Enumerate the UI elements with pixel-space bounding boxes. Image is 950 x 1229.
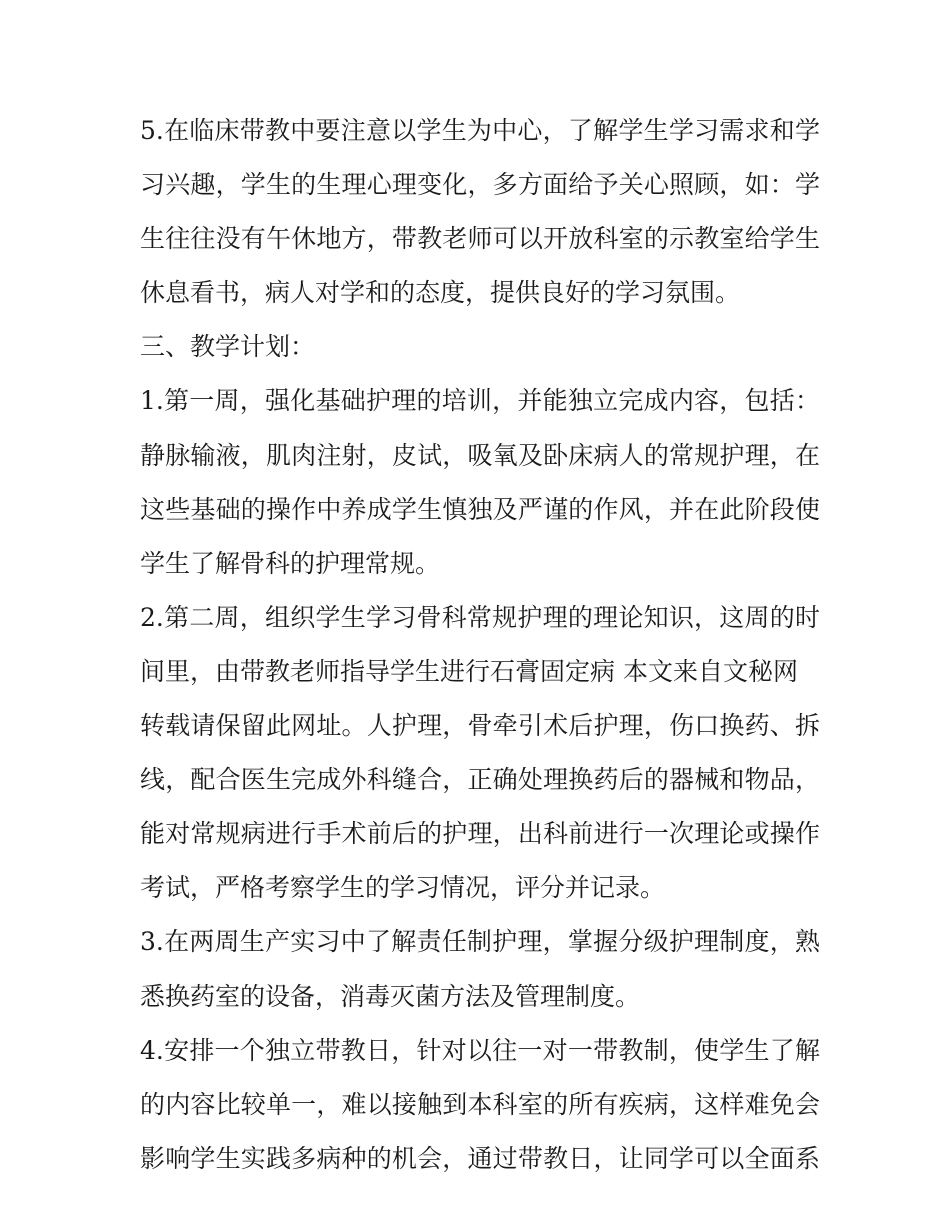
text-line: 静脉输液，肌肉注射，皮试，吸氧及卧床病人的常规护理，在 — [140, 440, 820, 470]
text-line: 2.第二周，组织学生学习骨科常规护理的理论知识，这周的时 — [140, 602, 820, 632]
text-line: 5.在临床带教中要注意以学生为中心，了解学生学习需求和学 — [140, 116, 820, 145]
text-line: 影响学生实践多病种的机会，通过带教日，让同学可以全面系 — [140, 1143, 820, 1173]
text-line: 转载请保留此网址。人护理，骨牵引术后护理，伤口换药、拆 — [140, 711, 820, 741]
text-line: 悉换药室的设备，消毒灭菌方法及管理制度。 — [140, 981, 641, 1011]
text-line: 休息看书，病人对学和的态度，提供良好的学习氛围。 — [140, 278, 741, 308]
text-line: 这些基础的操作中养成学生慎独及严谨的作风，并在此阶段使 — [140, 494, 820, 524]
document-body — [140, 111, 820, 1193]
text-line: 的内容比较单一，难以接触到本科室的所有疾病，这样难免会 — [140, 1089, 820, 1119]
text-line: 1.第一周，强化基础护理的培训，并能独立完成内容，包括： — [140, 386, 820, 416]
text-line: 学生了解骨科的护理常规。 — [140, 548, 441, 578]
text-line: 习兴趣，学生的生理心理变化，多方面给予关心照顾，如：学 — [140, 170, 820, 200]
text-line: 考试，严格考察学生的学习情况，评分并记录。 — [140, 873, 666, 903]
text-line: 3.在两周生产实习中了解责任制护理，掌握分级护理制度，熟 — [140, 927, 820, 957]
text-line: 4.安排一个独立带教日，针对以往一对一带教制，使学生了解 — [140, 1035, 820, 1065]
text-line: 生往往没有午休地方，带教老师可以开放科室的示教室给学生 — [140, 224, 820, 254]
text-line: 间里，由带教老师指导学生进行石膏固定病 本文来自文秘网 — [140, 656, 798, 686]
text-line: 能对常规病进行手术前后的护理，出科前进行一次理论或操作 — [140, 819, 820, 849]
text-line: 线，配合医生完成外科缝合，正确处理换药后的器械和物品， — [140, 765, 820, 795]
text-line: 三、教学计划： — [140, 332, 316, 362]
